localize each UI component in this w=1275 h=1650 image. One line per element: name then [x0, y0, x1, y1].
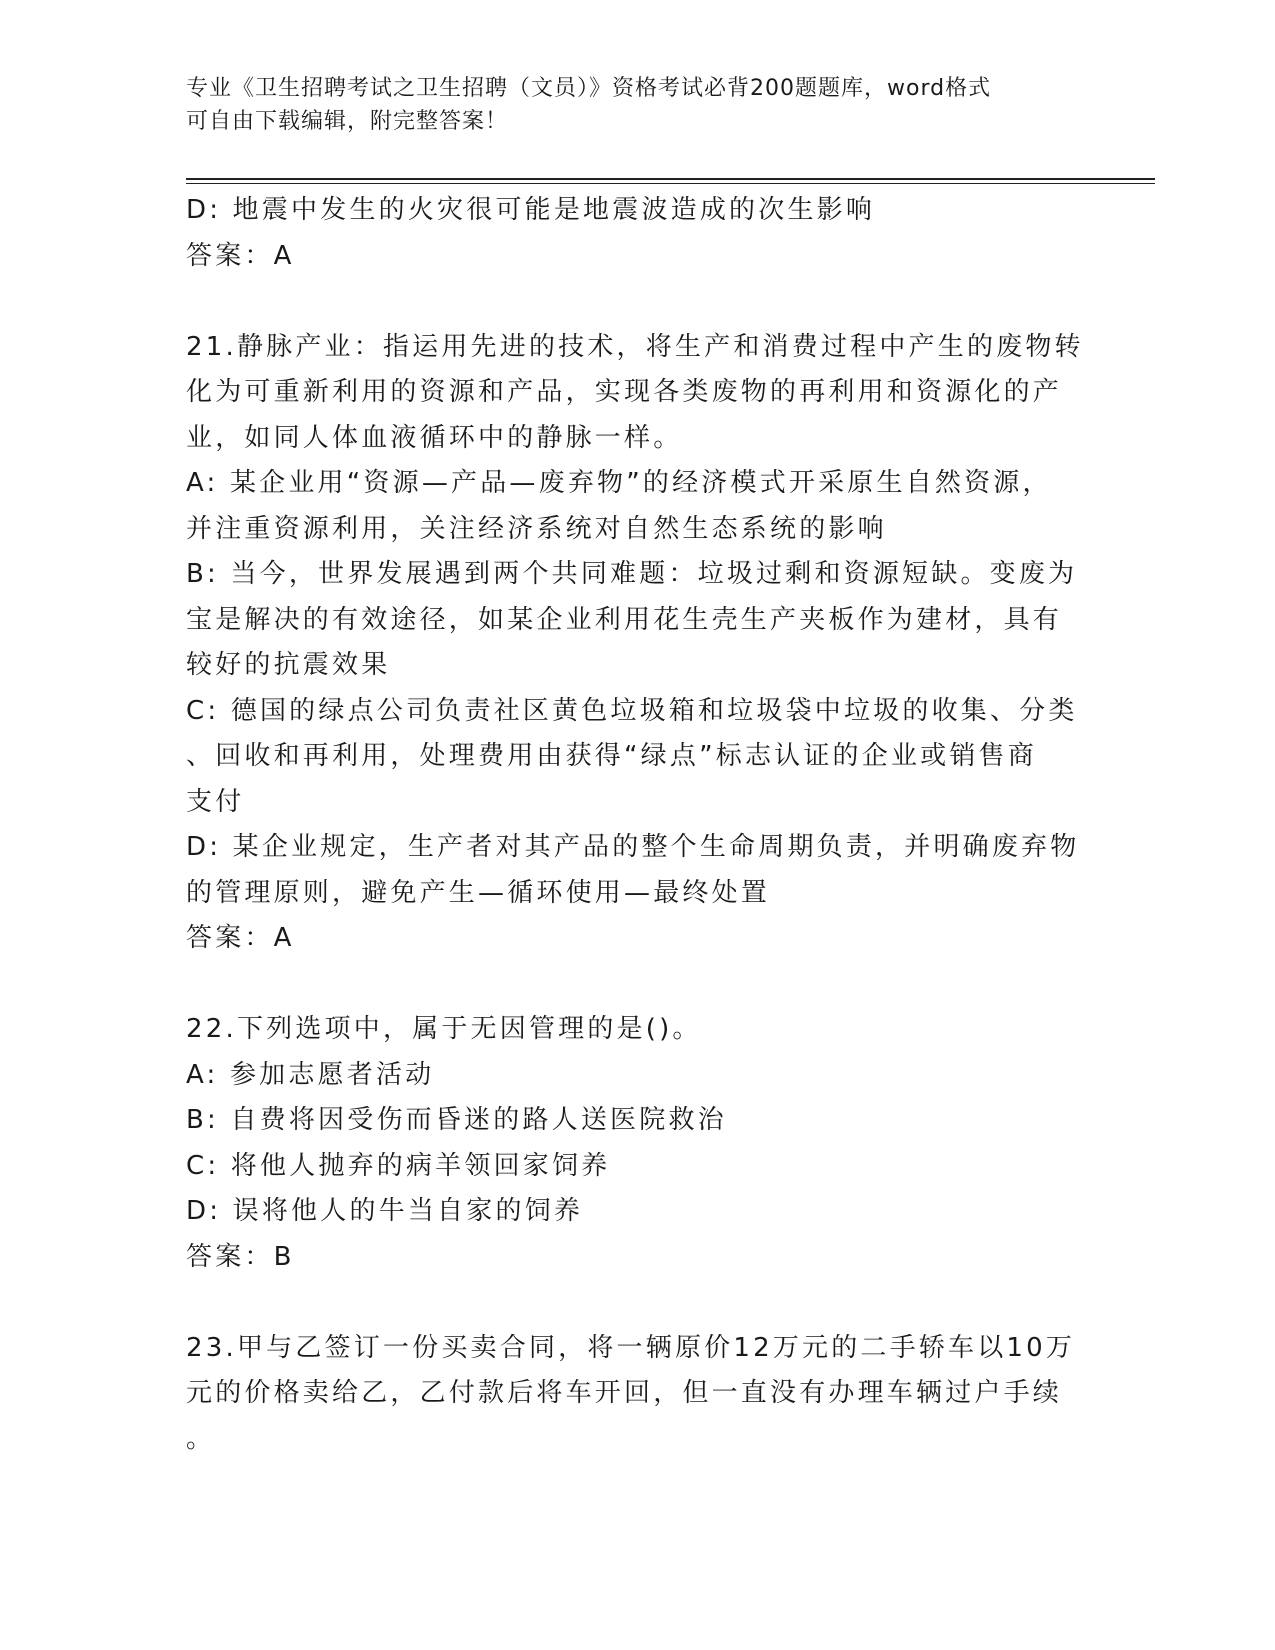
option-a: A: 某企业用“资源—产品—废弃物”的经济模式开采原生自然资源，: [186, 468, 1052, 498]
spacer: [186, 962, 1086, 1008]
header-rule: [186, 178, 1155, 180]
option-c: C: 德国的绿点公司负责社区黄色垃圾箱和垃圾袋中垃圾的收集、分类: [186, 695, 1078, 726]
option-c: C: 将他人抛弃的病羊领回家饲养: [186, 1150, 611, 1181]
option-d: D: 某企业规定，生产者对其产品的整个生命周期负责，并明确废弃物: [186, 832, 1080, 862]
option-b-cont: 宝是解决的有效途径，如某企业利用花生壳生产夹板作为建材，具有: [186, 604, 1063, 635]
question-22: [186, 1007, 1086, 1280]
header-line-2: 可自由下载编辑，附完整答案！: [186, 109, 509, 134]
question-21: [186, 325, 1086, 962]
option-b: B: 当今，世界发展遇到两个共同难题：垃圾过剩和资源短缺。变废为: [186, 559, 1078, 589]
header-rule-secondary: [186, 183, 1155, 184]
question-20-tail: [186, 188, 1086, 279]
spacer: [186, 1280, 1086, 1326]
question-stem-line: 。: [186, 1423, 216, 1454]
option-a: A: 参加志愿者活动: [186, 1059, 435, 1090]
answer: 答案：A: [186, 240, 295, 271]
option-d-cont: 的管理原则，避免产生—循环使用—最终处置: [186, 877, 771, 908]
option-d: D: 误将他人的牛当自家的饲养: [186, 1196, 584, 1226]
page-header: [186, 72, 1086, 138]
question-23: [186, 1326, 1086, 1463]
answer: 答案：A: [186, 923, 295, 953]
question-stem-line: 业，如同人体血液循环中的静脉一样。: [186, 422, 683, 453]
question-stem-line: 元的价格卖给乙，乙付款后将车开回，但一直没有办理车辆过户手续: [186, 1378, 1063, 1408]
option-c-cont: 、回收和再利用，处理费用由获得“绿点”标志认证的企业或销售商: [186, 741, 1037, 771]
header-line-1: 专业《卫生招聘考试之卫生招聘（文员）》资格考试必背200题题库，word格式: [186, 76, 992, 101]
question-stem-line: 化为可重新利用的资源和产品，实现各类废物的再利用和资源化的产: [186, 377, 1063, 407]
question-stem-line: 23.甲与乙签订一份买卖合同，将一辆原价12万元的二手轿车以10万: [186, 1332, 1076, 1363]
document-body: [186, 188, 1086, 1462]
option-b-cont: 较好的抗震效果: [186, 650, 391, 680]
option-b: B: 自费将因受伤而昏迷的路人送医院救治: [186, 1105, 727, 1135]
question-stem-line: 22.下列选项中，属于无因管理的是()。: [186, 1014, 702, 1044]
spacer: [186, 279, 1086, 325]
question-stem-line: 21.静脉产业：指运用先进的技术，将生产和消费过程中产生的废物转: [186, 331, 1084, 362]
answer: 答案：B: [186, 1241, 295, 1272]
option-c-cont: 支付: [186, 786, 245, 817]
option-a-cont: 并注重资源利用，关注经济系统对自然生态系统的影响: [186, 513, 887, 544]
option-d: D: 地震中发生的火灾很可能是地震波造成的次生影响: [186, 195, 876, 225]
